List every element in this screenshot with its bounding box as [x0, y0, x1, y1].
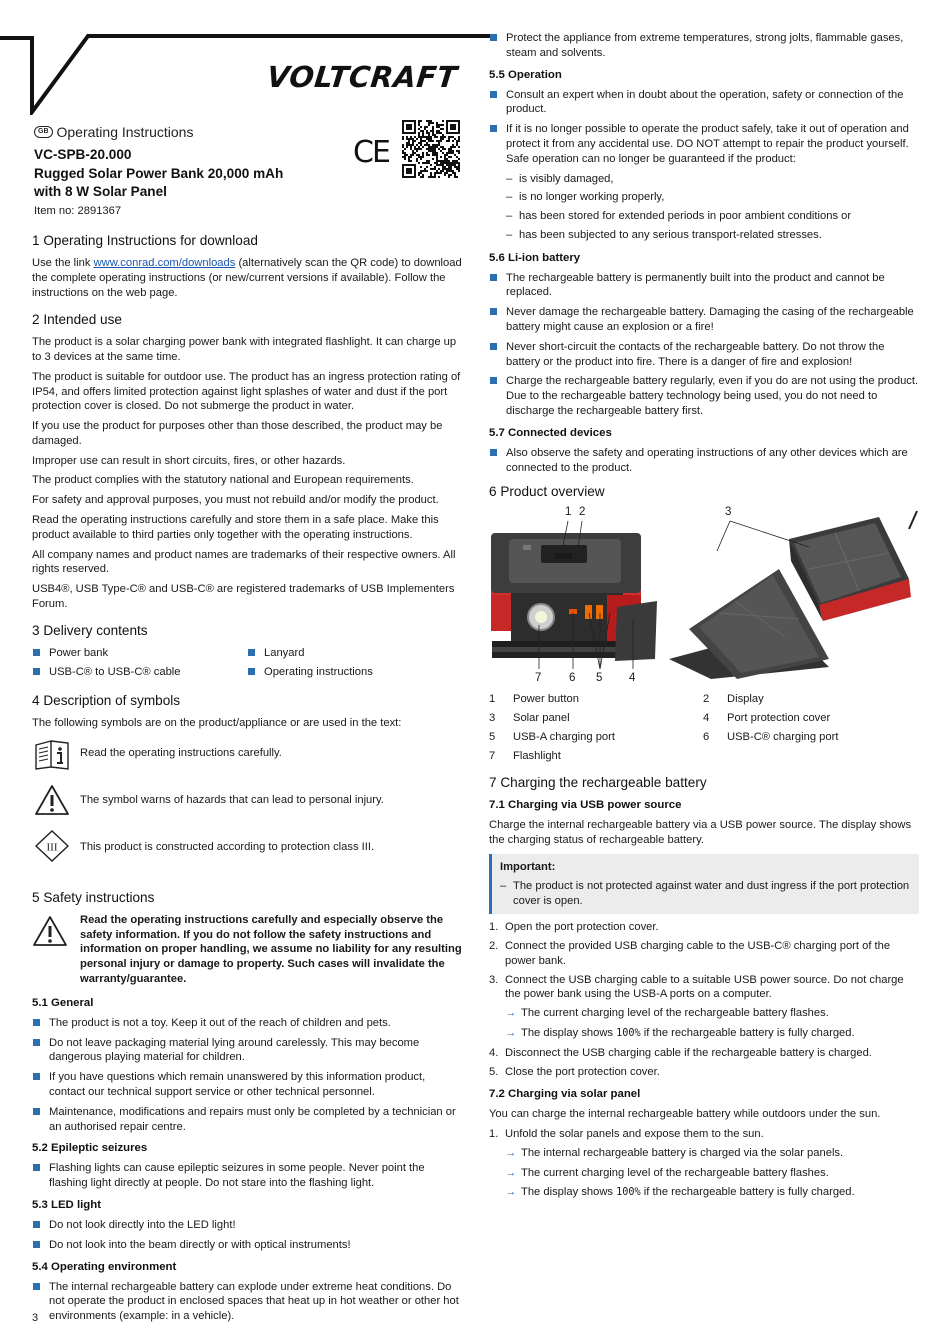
legend-item: 4 Port protection cover — [703, 712, 831, 725]
list-item: Do not look directly into the LED light! — [32, 1218, 462, 1233]
s1-text: Use the link www.conrad.com/downloads (alternatively scan the QR code) to download the complete operating instructions (or new/current versions if available). Follow the instructions on the web page. — [32, 256, 462, 299]
step-item: 2. Connect the provided USB charging cable to the USB-C® charging port of the power bank. — [489, 940, 891, 967]
brand-logo: VOLTCRAFT — [265, 60, 460, 94]
paragraph: Improper use can result in short circuits, fires, or other hazards. — [32, 454, 346, 467]
step-item: 1. Open the port protection cover. — [489, 921, 659, 934]
legend-item: 1 Power button — [489, 693, 579, 706]
s2-heading: 2 Intended use — [32, 312, 122, 328]
product-title-line1: Rugged Solar Power Bank 20,000 mAh — [34, 165, 284, 181]
usb-steps — [489, 920, 919, 1002]
safety-warning: Read the operating instructions carefully and especially observe the safety information. If you do not follow the safety instructions and information on proper handling, we assume no liability for any resulting personal injury or damage to property. Such cases will invalidate the warranty/guarantee. — [80, 913, 462, 985]
connected-list — [489, 446, 919, 476]
led-list — [32, 1218, 462, 1253]
step-item: 4. Disconnect the USB charging cable if the rechargeable battery is charged. — [489, 1046, 872, 1059]
manual-icon — [34, 739, 70, 771]
important-box — [489, 854, 919, 914]
s52-heading: 5.2 Epileptic seizures — [32, 1142, 148, 1155]
list-item: Protect the appliance from extreme temperatures, strong jolts, flammable gases, steam and solvents. — [489, 31, 919, 61]
general-list — [32, 1016, 462, 1134]
download-link[interactable]: www.conrad.com/downloads — [93, 256, 236, 269]
list-item: Charge the rechargeable battery regularly, even if you do are not using the product. Due to the rechargeable battery technology being used, you do not need to discharge the rechargeable battery first. — [489, 374, 919, 418]
result-line: → The internal rechargeable battery is charged via the solar panels. — [505, 1146, 844, 1159]
protection-class-iii-icon — [34, 829, 70, 863]
environment-list — [32, 1280, 462, 1324]
paragraph: If you use the product for purposes other than those described, the product may be damaged. — [32, 420, 443, 447]
symbol-text: The symbol warns of hazards that can lead to personal injury. — [80, 793, 384, 806]
s71-heading: 7.1 Charging via USB power source — [489, 799, 682, 812]
result-line: → The display shows 100% if the rechargeable battery is fully charged. — [505, 1026, 855, 1039]
s3-heading: 3 Delivery contents — [32, 622, 148, 638]
list-item: The product is not a toy. Keep it out of the reach of children and pets. — [32, 1016, 462, 1031]
list-item: Never damage the rechargeable battery. Damaging the casing of the rechargeable battery might cause an explosion or a fire! — [489, 305, 919, 335]
doc-type: Operating Instructions — [56, 124, 194, 140]
list-item: Consult an expert when in doubt about the operation, safety or connection of the product. — [489, 88, 919, 118]
step-item: 3. Connect the USB charging cable to a suitable USB power source. Do not charge the power bank using the USB-A ports on a computer. — [489, 973, 904, 1001]
list-item: Do not look into the beam directly or with optical instruments! — [32, 1238, 462, 1253]
symbols-list — [32, 737, 462, 887]
s71-intro: Charge the internal rechargeable battery via a USB power source. The display shows the charging status of rechargeable battery. — [489, 819, 912, 847]
paragraph: Read the operating instructions carefully and store them in a safe place. Make this product available to third parties only together with the operating instructions. — [32, 514, 439, 541]
warning-triangle-icon — [32, 915, 68, 947]
legend-item: 6 USB-C® charging port — [703, 730, 839, 743]
s6-heading: 6 Product overview — [489, 484, 605, 500]
list-item: If it is no longer possible to operate the product safely, take it out of operation and protect it from any accidental use. DO NOT attempt to repair the product yourself. Safe operation can no longer be guaranteed if the product: — [489, 122, 919, 166]
s5-heading: 5 Safety instructions — [32, 889, 155, 905]
warning-triangle-icon — [34, 784, 70, 816]
s1-heading: 1 Operating Instructions for download — [32, 233, 258, 248]
s55-heading: 5.5 Operation — [489, 68, 562, 81]
dash-item: – has been subjected to any serious transport-related stresses. — [506, 228, 919, 243]
operation-dash-list — [489, 172, 919, 243]
s7-heading: 7 Charging the rechargeable battery — [489, 775, 707, 791]
language-badge: GB — [34, 126, 53, 138]
callout-4: 4 — [629, 672, 636, 685]
s2-body — [32, 335, 462, 612]
callout-6: 6 — [569, 672, 576, 685]
result-line: → The current charging level of the rechargeable battery flashes. — [505, 1007, 829, 1020]
callout-2: 2 — [579, 506, 586, 519]
s4-intro: The following symbols are on the product/appliance or are used in the text: — [32, 717, 402, 730]
list-item: Do not leave packaging material lying around carelessly. This may become dangerous playing material for children. — [32, 1036, 462, 1066]
delivery-contents-list — [32, 646, 462, 686]
paragraph: USB4®, USB Type-C® and USB-C® are registered trademarks of USB Implementers Forum. — [32, 583, 455, 610]
s51-heading: 5.1 General — [32, 996, 94, 1009]
list-item: If you have questions which remain unanswered by this information product, contact our technical support service or other technical personnel. — [32, 1070, 462, 1100]
usb-steps-2 — [489, 1046, 919, 1080]
delivery-item: Lanyard — [247, 646, 462, 661]
product-legend — [489, 692, 919, 763]
dash-item: – is visibly damaged, — [506, 172, 919, 187]
important-title: Important: — [500, 860, 556, 873]
delivery-item: Operating instructions — [247, 665, 462, 680]
paragraph: The product complies with the statutory national and European requirements. — [32, 474, 414, 487]
callout-7: 7 — [535, 672, 542, 685]
paragraph: All company names and product names are trademarks of their respective owners. All rights reserved. — [32, 548, 456, 576]
liion-list — [489, 271, 919, 419]
result-line: → The current charging level of the rechargeable battery flashes. — [505, 1166, 829, 1179]
step-item: 1. Unfold the solar panels and expose them to the sun. — [489, 1128, 764, 1141]
solar-steps — [489, 1127, 919, 1142]
product-title-line2: with 8 W Solar Panel — [34, 184, 167, 199]
list-item: The internal rechargeable battery can explode under extreme heat conditions. Do not operate the product in enclosed spaces that heat up in hot weather or other hot environments (example: in a vehicle). — [32, 1280, 462, 1324]
callout-1: 1 — [565, 506, 572, 519]
list-item: Also observe the safety and operating instructions of any other devices which are connected to the product. — [489, 446, 919, 476]
product-illustration — [489, 506, 919, 687]
legend-item: 7 Flashlight — [489, 749, 561, 762]
legend-item: 5 USB-A charging port — [489, 730, 615, 743]
delivery-item: Power bank — [32, 646, 247, 661]
s56-heading: 5.6 Li-ion battery — [489, 251, 581, 264]
ce-mark: CE — [353, 135, 389, 170]
model-number: VC-SPB-20.000 — [34, 147, 132, 162]
list-item: Maintenance, modifications and repairs must only be completed by a technician or an authorised repair centre. — [32, 1105, 462, 1135]
callout-5: 5 — [596, 672, 603, 685]
list-item: Never short-circuit the contacts of the rechargeable battery. Do not throw the battery or the product into fire. There is a danger of fire and explosion! — [489, 340, 919, 370]
s72-intro: You can charge the internal rechargeable battery while outdoors under the sun. — [489, 1108, 881, 1121]
page-number: 3 — [32, 1312, 39, 1324]
epileptic-list — [32, 1161, 462, 1191]
qr-code-icon[interactable] — [402, 120, 460, 178]
dash-item: – has been stored for extended periods in poor ambient conditions or — [506, 209, 919, 224]
paragraph: For safety and approval purposes, you must not rebuild and/or modify the product. — [32, 494, 439, 507]
paragraph: The product is suitable for outdoor use. The product has an ingress protection rating of IP54, and offers limited protection against light splashes of water and dust if the port protection cover is closed. Do not submerge the product in water. — [32, 370, 461, 413]
legend-item: 3 Solar panel — [489, 712, 570, 725]
item-number: Item no: 2891367 — [34, 205, 122, 217]
s54-heading: 5.4 Operating environment — [32, 1260, 177, 1273]
list-item: The rechargeable battery is permanently built into the product and cannot be replaced. — [489, 271, 919, 301]
s4-heading: 4 Description of symbols — [32, 693, 181, 709]
symbol-text: Read the operating instructions carefully. — [80, 746, 282, 759]
list-item: Flashing lights can cause epileptic seizures in some people. Never point the flashing light directly at people. Do not stare into the flashing light. — [32, 1161, 462, 1191]
callout-3: 3 — [725, 506, 732, 519]
result-line: → The display shows 100% if the rechargeable battery is fully charged. — [505, 1186, 855, 1199]
doc-type-line — [34, 123, 193, 141]
environment-list-cont — [489, 31, 919, 61]
legend-item: 2 Display — [703, 693, 764, 706]
s57-heading: 5.7 Connected devices — [489, 426, 612, 439]
step-item: 5. Close the port protection cover. — [489, 1065, 660, 1078]
operation-list — [489, 88, 919, 167]
svg-text:III: III — [46, 841, 58, 854]
symbol-text: This product is constructed according to protection class III. — [80, 840, 375, 853]
s53-heading: 5.3 LED light — [32, 1198, 101, 1211]
s72-heading: 7.2 Charging via solar panel — [489, 1088, 641, 1101]
paragraph: The product is a solar charging power bank with integrated flashlight. It can charge up to 3 devices at the same time. — [32, 336, 457, 363]
delivery-item: USB-C® to USB-C® cable — [32, 665, 247, 680]
power-bank-drawing — [489, 509, 919, 687]
dash-item: – is no longer working properly, — [506, 190, 919, 205]
important-text: – The product is not protected against water and dust ingress if the port protection cover is open. — [500, 879, 910, 907]
